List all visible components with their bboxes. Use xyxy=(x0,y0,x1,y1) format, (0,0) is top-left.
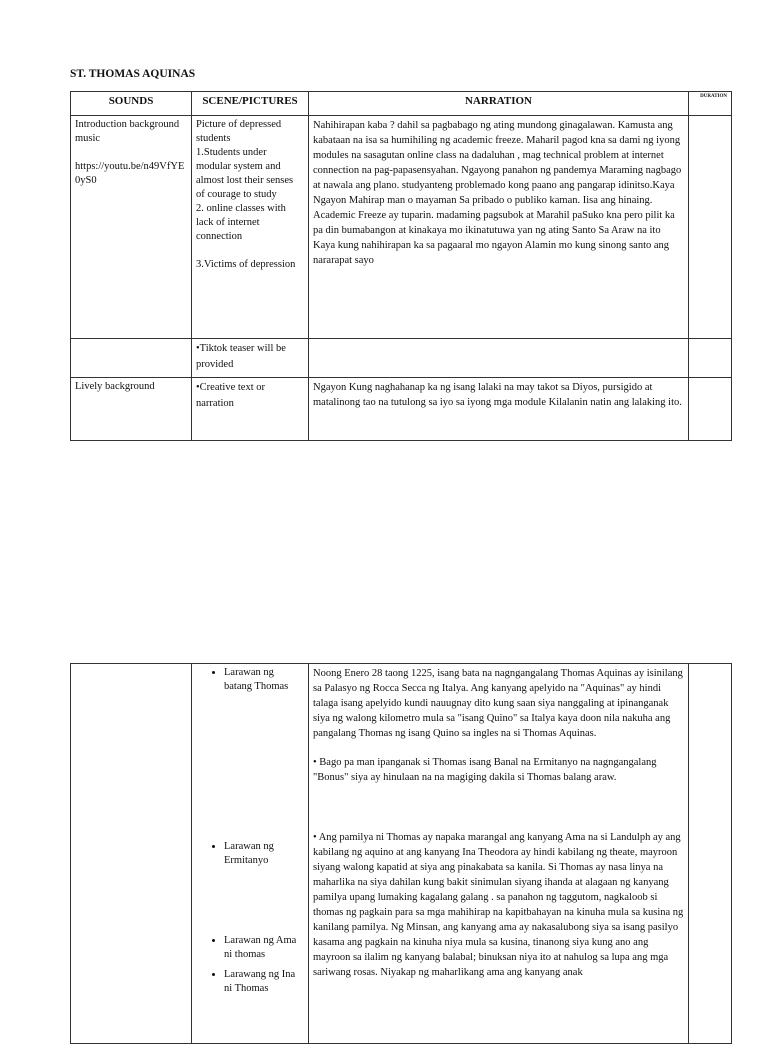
scene-bullet: • Larawang ng Ina ni Thomas xyxy=(224,968,304,996)
sounds-cell: Lively background xyxy=(71,378,192,441)
scene-cell xyxy=(192,664,309,1044)
scene-text: 3.Victims of depression xyxy=(196,259,296,270)
narration-cell xyxy=(309,339,689,378)
sounds-cell xyxy=(71,116,192,339)
music-link[interactable]: https://youtu.be/n49VfYE0yS0 xyxy=(75,161,185,186)
scene-bullet: • Larawan ng Ama ni thomas xyxy=(224,934,304,962)
narration-paragraph: Noong Enero 28 taong 1225, isang bata na nagngangalang Thomas Aquinas ay isinilang sa Palasyo ng Rocca Secca ng Italya. Ang kanyang apelyido na "Aquinas" ay hindi talaga isang apelyido kundi nauugnay dito kung saan siya nanggaling at ipinanganak siya ng walong kilometro mula sa "isang Quino" sa Italya kaya doon nila nakuha ang pangalang Thomas ng isang Quino sa ingles na si Thomas Aquinas. xyxy=(313,668,683,739)
narration-cell: Nahihirapan kaba ? dahil sa pagbabago ng ating mundong ginagalawan. Kamusta ang kabataan na isa sa humihiling ng academic freeze. Maharil pagod kna sa dami ng iyong modules na sasagutan online class na dadaluhan , mag technical problem at internet connection na pag-papasensyahan. Ngayong panahon ng pandemya Maraming nagbago at nawala ang plano. studyanteng problemado kong paano ang pangarap idinitso.Kaya Ngayon Mahirap man o mayaman Sa pribado o publiko kaman. Iisa ang hinaing. Academic Freeze ay tuparin. madaming pagsubok at Marahil paSuko kna pero pilit ka pa din bumabangon at kinakaya mo ikinatutuwa yan ng ating Santo Sa Araw na ito Kaya kung nahihirapan ka sa pagaaral mo ngayon Alamin mo kung sinong santo ang nararapat sayo xyxy=(309,116,689,339)
header-sounds: SOUNDS xyxy=(71,92,192,116)
table-row xyxy=(71,664,732,1044)
scene-cell: •Tiktok teaser will be provided xyxy=(192,339,309,378)
table-row xyxy=(71,116,732,339)
scene-text: 2. online classes with lack of internet connection xyxy=(196,203,286,242)
duration-cell xyxy=(689,339,732,378)
header-duration: DURATION xyxy=(689,92,732,116)
script-table xyxy=(70,91,732,441)
scene-bullet: • Larawan ng Ermitanyo xyxy=(224,840,304,868)
sounds-cell xyxy=(71,664,192,1044)
narration-paragraph: • Ang pamilya ni Thomas ay napaka marangal ang kanyang Ama na si Landulph ay ang kabilang ng aquino at ang kanyang Ina Theodora ay hindi kabilang ng theate, mayroon siyang walong kapatid at siya ang pinakabata sa kanila. Si Thomas ay nasa linya na maharlika na siya dahilan kung bakit sinimulan siyang ihanda at alagaan ng kanyang pamilya upang lumaking kagalang galang . sa panahon ng taggutom, nagkaloob si thomas ng pagkain para sa mga mahihirap na kapitbahayan na kinuha mula sa kusina ng kanilang pamilya. Ng Minsan, ang kanyang ama ay nakasalubong siya sa isang pasilyo kasama ang pagkain na kinuha niya mula sa kusina, tinanong siya kung ano ang mayroon sa ilalim ng kanyang balabal; binuksan niya ito at nahulog sa lupa ang mga sariwang rosas. Niyakap ng maharlikang ama ang kanyang anak xyxy=(313,832,684,978)
document-title: ST. THOMAS AQUINAS xyxy=(70,68,196,80)
narration-paragraph: • Bago pa man ipanganak si Thomas isang Banal na Ermitanyo na nagngangalang "Bonus" siya ay hinulaan na na magiging dakila si Thomas balang araw. xyxy=(313,757,657,783)
sound-text: Introduction background music xyxy=(75,119,180,144)
narration-cell: Ngayon Kung naghahanap ka ng isang lalaki na may takot sa Diyos, pursigido at matalinong tao na tutulong sa iyo sa iyong mga module Kilalanin natin ang lalaking ito. xyxy=(309,378,689,441)
scene-bullet: • Larawan ng batang Thomas xyxy=(224,666,304,694)
table-row xyxy=(71,378,732,441)
header-row xyxy=(71,92,732,116)
scene-cell xyxy=(192,116,309,339)
header-narration: NARRATION xyxy=(309,92,689,116)
header-scene: SCENE/PICTURES xyxy=(192,92,309,116)
scene-text: 1.Students under modular system and almost lost their senses of courage to study xyxy=(196,147,294,200)
scene-text: Picture of depressed students xyxy=(196,119,282,144)
duration-cell xyxy=(689,116,732,339)
scene-cell: •Creative text or narration xyxy=(192,378,309,441)
narration-cell xyxy=(309,664,689,1044)
duration-cell xyxy=(689,378,732,441)
script-table-continued xyxy=(70,663,732,1044)
duration-cell xyxy=(689,664,732,1044)
table-row xyxy=(71,339,732,378)
sounds-cell xyxy=(71,339,192,378)
